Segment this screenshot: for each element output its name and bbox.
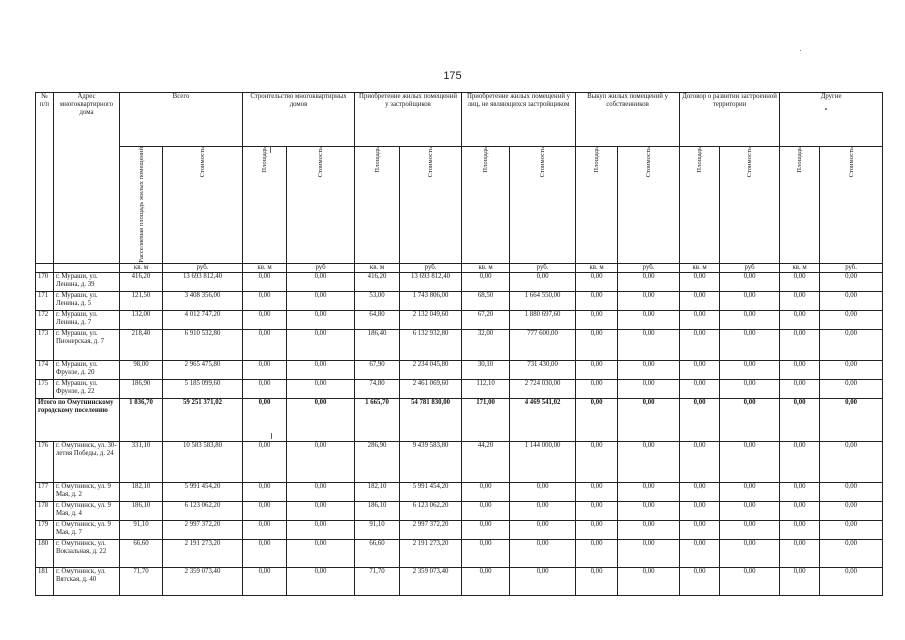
unit-cell: руб. — [163, 263, 243, 272]
area-value: 0,00 — [243, 441, 287, 482]
area-value: 186,10 — [120, 501, 163, 520]
area-value: 0,00 — [780, 539, 820, 567]
header-address: Адрес многоквартирного дома — [54, 93, 120, 264]
cost-value: 0,00 — [820, 379, 883, 398]
cost-value: 0,00 — [510, 539, 576, 567]
cost-value: 0,00 — [287, 379, 355, 398]
table-row — [36, 482, 883, 501]
cost-value: 0,00 — [618, 567, 680, 595]
area-value: 32,00 — [462, 329, 510, 360]
area-value: 112,10 — [462, 379, 510, 398]
subheader-cell — [287, 147, 355, 264]
cost-value: 0,00 — [820, 520, 883, 539]
area-value: 186,90 — [120, 379, 163, 398]
cost-value: 0,00 — [720, 329, 780, 360]
area-value: 0,00 — [243, 379, 287, 398]
area-value: 0,00 — [462, 501, 510, 520]
cost-value: 0,00 — [618, 539, 680, 567]
cost-value: 2 997 372,20 — [163, 520, 243, 539]
cost-value: 0,00 — [510, 567, 576, 595]
cost-value: 0,00 — [618, 310, 680, 329]
row-number: 172 — [36, 310, 54, 329]
cost-value: 2 191 273,20 — [400, 539, 462, 567]
area-value: 0,00 — [243, 360, 287, 379]
area-value: 0,00 — [576, 398, 618, 441]
area-value: 0,00 — [780, 567, 820, 595]
unit-cell: руб. — [820, 263, 883, 272]
row-address: г. Омутнинск, ул. Вокзальная, д. 22 — [54, 539, 120, 567]
area-value: 0,00 — [243, 310, 287, 329]
scan-speck — [800, 50, 801, 51]
header-group-nondeveloper: Приобретение жилых помещений у лиц, не являющихся застройщиком — [462, 93, 576, 147]
cost-value: 0,00 — [720, 379, 780, 398]
unit-cell: кв. м — [576, 263, 618, 272]
subheader-cell — [820, 147, 883, 264]
area-value: 66,60 — [355, 539, 400, 567]
cost-value: 1 664 550,00 — [510, 291, 576, 310]
area-value: 0,00 — [680, 272, 720, 291]
area-value: 0,00 — [680, 441, 720, 482]
area-value: 0,00 — [576, 539, 618, 567]
area-value: 0,00 — [680, 501, 720, 520]
subheader-cost: Стоимость — [427, 147, 435, 178]
area-value: 0,00 — [243, 398, 287, 441]
table-row — [36, 441, 883, 482]
row-address: г. Омутнинск, ул. Вятская, д. 40 — [54, 567, 120, 595]
area-value: 0,00 — [576, 329, 618, 360]
cost-value: 0,00 — [618, 520, 680, 539]
cost-value: 0,00 — [820, 310, 883, 329]
area-value: 0,00 — [576, 379, 618, 398]
area-value: 0,00 — [780, 329, 820, 360]
cost-value: 0,00 — [618, 360, 680, 379]
row-number: 179 — [36, 520, 54, 539]
area-value: 0,00 — [680, 567, 720, 595]
cost-value: 0,00 — [618, 291, 680, 310]
unit-cell: руб. — [400, 263, 462, 272]
area-value: 0,00 — [680, 329, 720, 360]
cost-value: 1 880 697,60 — [510, 310, 576, 329]
row-address: г. Омутнинск, ул. 9 Мая, д. 2 — [54, 482, 120, 501]
area-value: 0,00 — [780, 272, 820, 291]
area-value: 0,00 — [780, 482, 820, 501]
subheader-cell — [510, 147, 576, 264]
table-body — [36, 272, 883, 595]
area-value: 286,90 — [355, 441, 400, 482]
area-value: 71,70 — [120, 567, 163, 595]
subheader-cell — [355, 147, 400, 264]
subheader-cost: Стоимость — [199, 147, 206, 178]
cost-value: 6 123 062,20 — [400, 501, 462, 520]
area-value: 0,00 — [243, 520, 287, 539]
subheader-cost: Стоимость — [539, 147, 547, 178]
table-row — [36, 291, 883, 310]
cost-value: 0,00 — [820, 329, 883, 360]
cost-value: 4 012 747,20 — [163, 310, 243, 329]
row-address: г. Мураши, ул. Ленина, д. 7 — [54, 310, 120, 329]
unit-cell: кв. м — [355, 263, 400, 272]
area-value: 1 665,70 — [355, 398, 400, 441]
subheader-cell — [120, 147, 163, 264]
row-number: 174 — [36, 360, 54, 379]
area-value: 0,00 — [576, 520, 618, 539]
subheader-area: Площадь — [696, 147, 704, 173]
cost-value: 0,00 — [720, 272, 780, 291]
area-value: 67,90 — [355, 360, 400, 379]
subheader-cell — [462, 147, 510, 264]
scan-speck — [271, 433, 272, 439]
cost-value: 6 910 532,80 — [163, 329, 243, 360]
area-value: 0,00 — [680, 310, 720, 329]
subheader-cell — [780, 147, 820, 264]
cost-value: 0,00 — [720, 501, 780, 520]
subheader-cost: Стоимость — [645, 147, 653, 178]
cost-value: 0,00 — [720, 482, 780, 501]
area-value: 0,00 — [243, 291, 287, 310]
area-value: 91,10 — [120, 520, 163, 539]
cost-value: 0,00 — [618, 398, 680, 441]
area-value: 0,00 — [780, 501, 820, 520]
cost-value: 10 583 583,80 — [163, 441, 243, 482]
subheader-cost: Стоимость — [847, 147, 855, 178]
area-value: 0,00 — [680, 482, 720, 501]
page-number: 175 — [443, 70, 462, 82]
cost-value: 0,00 — [720, 310, 780, 329]
unit-cell: кв. м — [243, 263, 287, 272]
unit-cell: кв. м — [462, 263, 510, 272]
cost-value: 0,00 — [287, 398, 355, 441]
area-value: 0,00 — [576, 360, 618, 379]
subheader-cell — [163, 147, 243, 264]
subheader-area: Площадь — [482, 147, 490, 173]
table-row — [36, 329, 883, 360]
subheader-area: Площадь — [373, 147, 381, 173]
cost-value: 0,00 — [287, 291, 355, 310]
table-row — [36, 501, 883, 520]
housing-table — [35, 92, 883, 596]
subheader-area: Площадь — [796, 147, 804, 173]
subheader-cell — [400, 147, 462, 264]
subheader-area: Площадь — [261, 147, 269, 173]
subheader-cost: Стоимость — [746, 147, 754, 178]
cost-value: 5 991 454,20 — [163, 482, 243, 501]
subheader-cell — [720, 147, 780, 264]
area-value: 0,00 — [680, 291, 720, 310]
cost-value: 0,00 — [287, 310, 355, 329]
cost-value: 0,00 — [618, 329, 680, 360]
area-value: 1 836,70 — [120, 398, 163, 441]
table-row — [36, 539, 883, 567]
cost-value: 0,00 — [820, 441, 883, 482]
unit-cell: кв. м — [780, 263, 820, 272]
area-value: 0,00 — [576, 501, 618, 520]
header-group-buyout: Выкуп жилых помещений у собственников — [576, 93, 680, 147]
row-address: г. Мураши, ул. Фрунзе, д. 22 — [54, 379, 120, 398]
area-value: 0,00 — [680, 539, 720, 567]
cost-value: 0,00 — [287, 360, 355, 379]
cost-value: 2 359 073,40 — [400, 567, 462, 595]
area-value: 91,10 — [355, 520, 400, 539]
header-group-territory: Договор о развитии застроенной территории — [680, 93, 780, 147]
area-value: 0,00 — [243, 482, 287, 501]
cost-value: 6 123 062,20 — [163, 501, 243, 520]
row-address: г. Омутнинск, ул. 9 Мая, д. 4 — [54, 501, 120, 520]
cost-value: 5 185 099,60 — [163, 379, 243, 398]
cost-value: 0,00 — [720, 360, 780, 379]
cost-value: 1 144 000,00 — [510, 441, 576, 482]
subheader-cell — [576, 147, 618, 264]
area-value: 182,10 — [355, 482, 400, 501]
area-value: 0,00 — [780, 379, 820, 398]
cost-value: 0,00 — [820, 539, 883, 567]
header-no: № п/п — [36, 93, 54, 264]
area-value: 0,00 — [576, 567, 618, 595]
cost-value: 59 251 371,02 — [163, 398, 243, 441]
area-value: 0,00 — [780, 291, 820, 310]
row-address: г. Омутнинск, ул. 30-летия Победы, д. 24 — [54, 441, 120, 482]
subheader-cell — [680, 147, 720, 264]
area-value: 416,20 — [355, 272, 400, 291]
cost-value: 5 991 454,20 — [400, 482, 462, 501]
area-value: 44,20 — [462, 441, 510, 482]
unit-cell: руб — [720, 263, 780, 272]
area-value: 186,10 — [355, 501, 400, 520]
table-row — [36, 360, 883, 379]
header-group-total: Всего — [120, 93, 243, 147]
subheader-cell — [243, 147, 287, 264]
area-value: 74,80 — [355, 379, 400, 398]
unit-cell: кв. м — [120, 263, 163, 272]
header-group-construction: Строительство многоквартирных домов — [243, 93, 355, 147]
cost-value: 2 965 475,80 — [163, 360, 243, 379]
cost-value: 0,00 — [287, 567, 355, 595]
cost-value: 0,00 — [618, 482, 680, 501]
row-number: 178 — [36, 501, 54, 520]
area-value: 0,00 — [780, 310, 820, 329]
area-value: 0,00 — [462, 482, 510, 501]
row-number: 173 — [36, 329, 54, 360]
area-value: 30,10 — [462, 360, 510, 379]
cost-value: 4 469 541,02 — [510, 398, 576, 441]
row-number: 170 — [36, 272, 54, 291]
row-number: 175 — [36, 379, 54, 398]
area-value: 67,20 — [462, 310, 510, 329]
area-value: 0,00 — [243, 272, 287, 291]
cost-value: 3 408 356,00 — [163, 291, 243, 310]
area-value: 0,00 — [462, 567, 510, 595]
cost-value: 0,00 — [720, 567, 780, 595]
subheader-cell — [618, 147, 680, 264]
area-value: 0,00 — [243, 539, 287, 567]
cost-value: 0,00 — [720, 520, 780, 539]
row-address: г. Мураши, ул. Пионерская, д. 7 — [54, 329, 120, 360]
row-address: г. Мураши, ул. Фрунзе, д. 20 — [54, 360, 120, 379]
table-row — [36, 379, 883, 398]
area-value: 171,00 — [462, 398, 510, 441]
cost-value: 0,00 — [618, 501, 680, 520]
cost-value: 0,00 — [820, 360, 883, 379]
cost-value: 13 693 812,40 — [163, 272, 243, 291]
cost-value: 0,00 — [287, 272, 355, 291]
cost-value: 2 461 069,60 — [400, 379, 462, 398]
row-number: 176 — [36, 441, 54, 482]
cost-value: 0,00 — [720, 441, 780, 482]
cost-value: 0,00 — [820, 272, 883, 291]
cost-value: 0,00 — [287, 329, 355, 360]
row-address: г. Омутнинск, ул. 9 Мая, д. 7 — [54, 520, 120, 539]
unit-cell: руб — [287, 263, 355, 272]
area-value: 0,00 — [780, 441, 820, 482]
cost-value: 6 132 932,80 — [400, 329, 462, 360]
subheader-resettled-area: Расселяемая площадь жилых помещений — [137, 147, 145, 263]
units-row — [36, 263, 883, 272]
cost-value: 0,00 — [287, 441, 355, 482]
cost-value: 0,00 — [618, 441, 680, 482]
cost-value: 0,00 — [510, 520, 576, 539]
cost-value: 2 234 045,80 — [400, 360, 462, 379]
unit-empty — [36, 263, 54, 272]
cost-value: 0,00 — [510, 482, 576, 501]
area-value: 66,60 — [120, 539, 163, 567]
cost-value: 0,00 — [720, 539, 780, 567]
cost-value: 13 693 812,40 — [400, 272, 462, 291]
cost-value: 54 781 830,00 — [400, 398, 462, 441]
area-value: 0,00 — [780, 398, 820, 441]
unit-cell: руб. — [510, 263, 576, 272]
header-group-other: Другие — [780, 93, 883, 147]
area-value: 186,40 — [355, 329, 400, 360]
cost-value: 0,00 — [287, 482, 355, 501]
scan-speck — [825, 108, 827, 110]
cost-value: 2 997 372,20 — [400, 520, 462, 539]
area-value: 0,00 — [680, 360, 720, 379]
subheader-area: Площадь — [593, 147, 601, 173]
area-value: 0,00 — [243, 501, 287, 520]
row-number: 171 — [36, 291, 54, 310]
area-value: 64,80 — [355, 310, 400, 329]
area-value: 0,00 — [576, 310, 618, 329]
cost-value: 0,00 — [287, 501, 355, 520]
area-value: 0,00 — [243, 329, 287, 360]
table-row — [36, 272, 883, 291]
area-value: 0,00 — [462, 520, 510, 539]
area-value: 0,00 — [680, 520, 720, 539]
area-value: 0,00 — [462, 272, 510, 291]
area-value: 0,00 — [576, 482, 618, 501]
area-value: 416,20 — [120, 272, 163, 291]
cost-value: 0,00 — [820, 501, 883, 520]
area-value: 0,00 — [780, 360, 820, 379]
row-number: 181 — [36, 567, 54, 595]
cost-value: 2 359 073,40 — [163, 567, 243, 595]
row-number: 177 — [36, 482, 54, 501]
unit-cell: кв. м — [680, 263, 720, 272]
area-value: 331,10 — [120, 441, 163, 482]
cost-value: 2 724 030,00 — [510, 379, 576, 398]
area-value: 0,00 — [243, 567, 287, 595]
cost-value: 0,00 — [820, 482, 883, 501]
cost-value: 731 430,00 — [510, 360, 576, 379]
cost-value: 9 439 583,80 — [400, 441, 462, 482]
cost-value: 0,00 — [618, 272, 680, 291]
cost-value: 0,00 — [510, 501, 576, 520]
total-row — [36, 398, 883, 441]
header-group-developer: Приобретение жилых помещений у застройщиков — [355, 93, 462, 147]
cost-value: 1 743 806,00 — [400, 291, 462, 310]
area-value: 0,00 — [680, 379, 720, 398]
cost-value: 0,00 — [510, 272, 576, 291]
area-value: 121,50 — [120, 291, 163, 310]
area-value: 71,70 — [355, 567, 400, 595]
row-number: 180 — [36, 539, 54, 567]
area-value: 218,40 — [120, 329, 163, 360]
row-address: г. Мураши, ул. Ленина, д. 39 — [54, 272, 120, 291]
scan-speck — [270, 147, 271, 153]
area-value: 98,00 — [120, 360, 163, 379]
cost-value: 0,00 — [820, 291, 883, 310]
area-value: 182,10 — [120, 482, 163, 501]
unit-cell: руб. — [618, 263, 680, 272]
area-value: 53,00 — [355, 291, 400, 310]
table-row — [36, 310, 883, 329]
cost-value: 0,00 — [618, 379, 680, 398]
area-value: 0,00 — [780, 520, 820, 539]
cost-value: 0,00 — [720, 291, 780, 310]
row-address: г. Мураши, ул. Ленина, д. 5 — [54, 291, 120, 310]
cost-value: 0,00 — [287, 539, 355, 567]
total-label: Итого по Омутнинскому городскому поселению — [36, 398, 120, 441]
area-value: 0,00 — [576, 291, 618, 310]
cost-value: 0,00 — [820, 398, 883, 441]
table-row — [36, 520, 883, 539]
area-value: 68,50 — [462, 291, 510, 310]
cost-value: 777 600,00 — [510, 329, 576, 360]
cost-value: 0,00 — [720, 398, 780, 441]
cost-value: 0,00 — [287, 520, 355, 539]
area-value: 0,00 — [462, 539, 510, 567]
area-value: 0,00 — [576, 272, 618, 291]
area-value: 0,00 — [576, 441, 618, 482]
area-value: 132,00 — [120, 310, 163, 329]
cost-value: 2 132 049,60 — [400, 310, 462, 329]
unit-empty — [54, 263, 120, 272]
cost-value: 0,00 — [820, 567, 883, 595]
cost-value: 2 191 273,20 — [163, 539, 243, 567]
subheader-cost: Стоимость — [317, 147, 325, 178]
area-value: 0,00 — [680, 398, 720, 441]
subheader-row — [36, 147, 883, 264]
table-row — [36, 567, 883, 595]
